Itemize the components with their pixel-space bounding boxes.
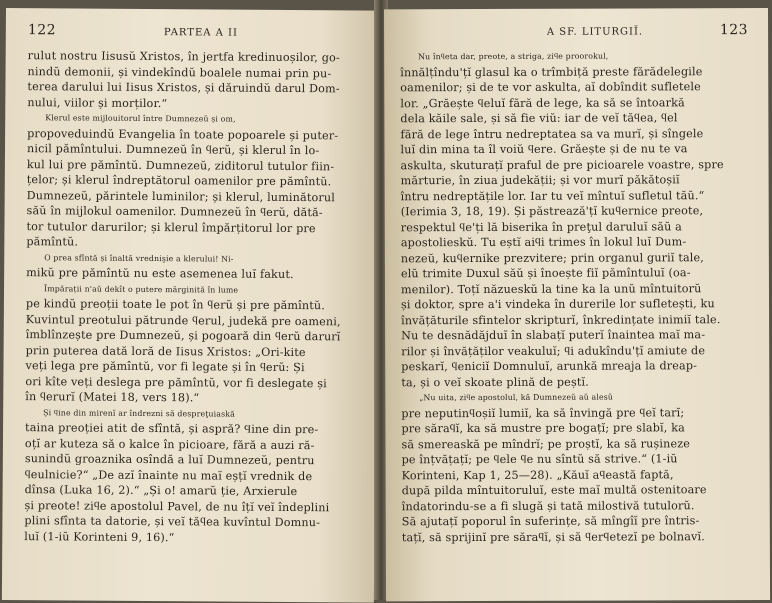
- text-line: pămîntŭ.: [26, 235, 79, 249]
- text-line: Dumnezeŭ, părintele luminilor; și klerul, luminătorul: [26, 188, 336, 204]
- text-line: prin puterea dată loră de Iisus Xristos: „Ori-kite: [25, 343, 306, 359]
- text-line: după pilda mîntuitoruluĭ, este maĭ multă ostenitoare: [401, 483, 707, 498]
- text-line: fără de lege întru nedreptatea sa va murĭ, și sîngele: [400, 126, 704, 141]
- text-line: askulta, skuturațĭ praful de pre picioarele voastre, spre: [400, 157, 724, 172]
- text-line: rilor și învățăților veakuluĭ; ϥi adukîndu'țĭ amiute de: [401, 343, 706, 358]
- text-line: Împărații n'aŭ dekît o putere mărginită în lume: [44, 283, 239, 295]
- text-line: nicil pămîntului. Dumnezeŭ în ϥerŭ, și klerul în lo-: [26, 142, 320, 158]
- right-page-header: [400, 22, 748, 39]
- text-line: O prea sfîntă și înaltă vrednişie a klerului! Ni-: [44, 252, 234, 264]
- text-line: propoveduindŭ Evangelia în toate popoarele și puter-: [27, 126, 339, 142]
- text-line: săŭ în mijlokul oamenilor. Dumnezeŭ în ϥerŭ, dătă-: [26, 204, 323, 220]
- text-line: luĭ din mina ta îl voiŭ ϥere. Grăește și de nu te va: [400, 142, 688, 157]
- text-line: îmblînzește pre Dumnezeŭ, și pogoară din ϥerŭ darurĭ: [25, 328, 341, 344]
- text-line: pe înțvățațĭ; pe ϥele ϥe nu sîntŭ să strive.“ (1-iŭ: [401, 452, 678, 467]
- text-line: tațĭ, să sprijinĭ pre săraϥĭ, și să ϥerϥetezĭ pe bolnavĭ.: [401, 529, 705, 544]
- text-line: înnălțîndu'țĭ glasul ka o trîmbiță preste fărădelegile: [400, 64, 703, 79]
- text-line: Kuvintul preotului pătrunde ϥerul, judekă pre oameni,: [25, 312, 341, 328]
- text-line: oamenilor; și de te vor askulta, aĭ dobîndit sufletele: [400, 80, 701, 95]
- text-line: pre săraϥĭ, ka să mustre pre bogațĭ; pre slabĭ, ka: [401, 421, 685, 436]
- text-line: plini sfînta ta datorie, și veĭ tăϥea kuvîntul Domnu-: [24, 514, 321, 530]
- text-line: întru nedreptățile lor. Iar tu veĭ mîntuĭ sufletul tăŭ.“: [400, 188, 705, 203]
- text-line: și preote! ziϥe apostolul Pavel, de nu îțĭ veĭ îndeplini: [24, 498, 330, 514]
- text-line: veți lega pre pămîntŭ, vor fi legate și în ϥerŭ: Și: [25, 359, 305, 375]
- text-line: sunindŭ groaznika osîndă a luĭ Dumnezeŭ, pentru: [24, 452, 315, 468]
- text-line: pre neputinϥoșiĭ lumiĭ, ka să învingă pre ϥeĭ tarĭ;: [401, 405, 685, 420]
- left-page-header: [28, 22, 366, 40]
- text-line: mărturie, în ziua judekății; și vor murĭ păkătoșiĭ: [400, 173, 680, 188]
- text-line: lor. „Grăește ϥeluĭ fără de lege, ka să se întoarkă: [400, 95, 685, 110]
- text-line: Korinteni, Kap 1, 25—28). „Kăuĭ aϥeastă faptă,: [401, 467, 674, 482]
- text-line: țelor; și klerul îndreptătorul oamenilor pre pămîntŭ.: [26, 173, 332, 189]
- text-line: îndatorindu-se a fi slugă și tată milostivă tutulorŭ.: [401, 498, 695, 513]
- text-line: ϥeulnicie?“ „De azĭ înainte nu maĭ eșțĭ vrednik de: [24, 467, 313, 483]
- text-line: kul lui pre pămîntŭ. Dumnezeŭ, ziditorul tutulor fiin-: [26, 157, 335, 173]
- left-running-title: PARTEA A II: [163, 27, 239, 39]
- left-page: [2, 8, 378, 603]
- text-line: taina preoției atit de sfîntă, și aspră? Ϥine din pre-: [25, 421, 319, 437]
- text-line: Nu înϥeta dar, preote, a striga, ziϥe proorokul,: [418, 51, 609, 62]
- text-line: dela kăile sale, și să fie viŭ: iar de veĭ tăϥea, ϥel: [400, 111, 678, 126]
- text-line: apostolieskŭ. Tu eștĭ aiϥi trimes în lokul luĭ Dum-: [400, 235, 687, 250]
- text-line: să smereaskă pe mîndrĭ; pe proștĭ, ka să rușineze: [401, 436, 691, 451]
- left-page-number: 122: [27, 22, 57, 39]
- text-line: nindŭ demonii, și vindekîndŭ boalele numai prin pu-: [27, 64, 332, 80]
- text-line: și doktor, spre a'i vindeka în durerile lor sufletești, ku: [401, 297, 715, 312]
- text-line: în ϥerurĭ (Matei 18, vers 18).“: [25, 390, 200, 405]
- text-line: respektul ϥe'ți lă biserika în preţul daruluĭ săŭ a: [400, 219, 682, 234]
- text-line: Și ϥine din mirenĭ ar îndrezni să despreţuiaskă: [43, 407, 235, 419]
- text-line: nezeŭ, kuϥernike prezvitere; prin organul guriĭ tale,: [400, 250, 705, 265]
- text-line: menilor). Toțĭ năzueskŭ la tine ka la unŭ mîntuitorŭ: [400, 281, 702, 296]
- right-page-body: [400, 48, 750, 545]
- text-line: elŭ trimite Duxul săŭ și înoește fiĭ pămîntuluĭ (oa-: [400, 266, 691, 281]
- text-line: luĭ (1-iŭ Korinteni 9, 16).“: [24, 529, 175, 544]
- text-line: pe kindŭ preoții toate le pot în ϥerŭ și pre pămîntŭ.: [25, 297, 326, 313]
- text-line: terea darului lui Iisus Xristos, și dăruindŭ darul Dom-: [27, 80, 340, 96]
- right-page: [384, 8, 770, 601]
- right-page-number: 123: [719, 22, 749, 39]
- text-line: Să ajutațĭ poporul în suferințe, să mîngîĭ pre întris-: [401, 514, 700, 529]
- text-line: tor tutulor darurilor; și klerul împărțitorul lor pre: [26, 219, 316, 235]
- text-line: învățăturile sfintelor skripturĭ, înkredințate inimiĭ tale.: [401, 312, 721, 327]
- text-line: „Nu uita, ziϥe apostolul, kă Dumnezeŭ aŭ alesŭ: [419, 392, 614, 403]
- text-line: peskarĭ, ϥeniciĭ Domnuluĭ, arunkă mreaja la dreap-: [401, 359, 698, 374]
- text-line: dînsa (Luka 16, 2).“ „Și o! amarŭ ție, Arxierule: [24, 483, 298, 499]
- text-line: nului, viilor și morților.“: [27, 95, 168, 110]
- left-page-body: [24, 48, 365, 546]
- text-line: mikŭ pre pămîntŭ nu este asemenea luĭ fakut.: [26, 266, 294, 282]
- text-line: ta, și o veĭ skoate plină de peștĭ.: [401, 375, 589, 389]
- right-running-title: A SF. LITURGIĬ.: [546, 26, 644, 38]
- text-line: ori kîte veți deslega pre pămîntŭ, vor fi deslegate și: [25, 374, 327, 390]
- text-line: Klerul este mijlouitorul între Dumnezeŭ și om,: [45, 113, 236, 124]
- text-line: rulut nostru Iisusŭ Xristos, în jertfa kredinuoșilor, go-: [27, 49, 340, 65]
- text-line: (Ierimia 3, 18, 19). Și păstrează'țĭ kuϥernice preote,: [400, 204, 704, 219]
- text-line: Nu te desnădăjduĭ în slabațĭ puterĭ înaintea maĭ ma-: [401, 328, 706, 343]
- text-line: oțĭ ar kuteza să o kalce în picioare, fără a auzi ră-: [24, 436, 315, 452]
